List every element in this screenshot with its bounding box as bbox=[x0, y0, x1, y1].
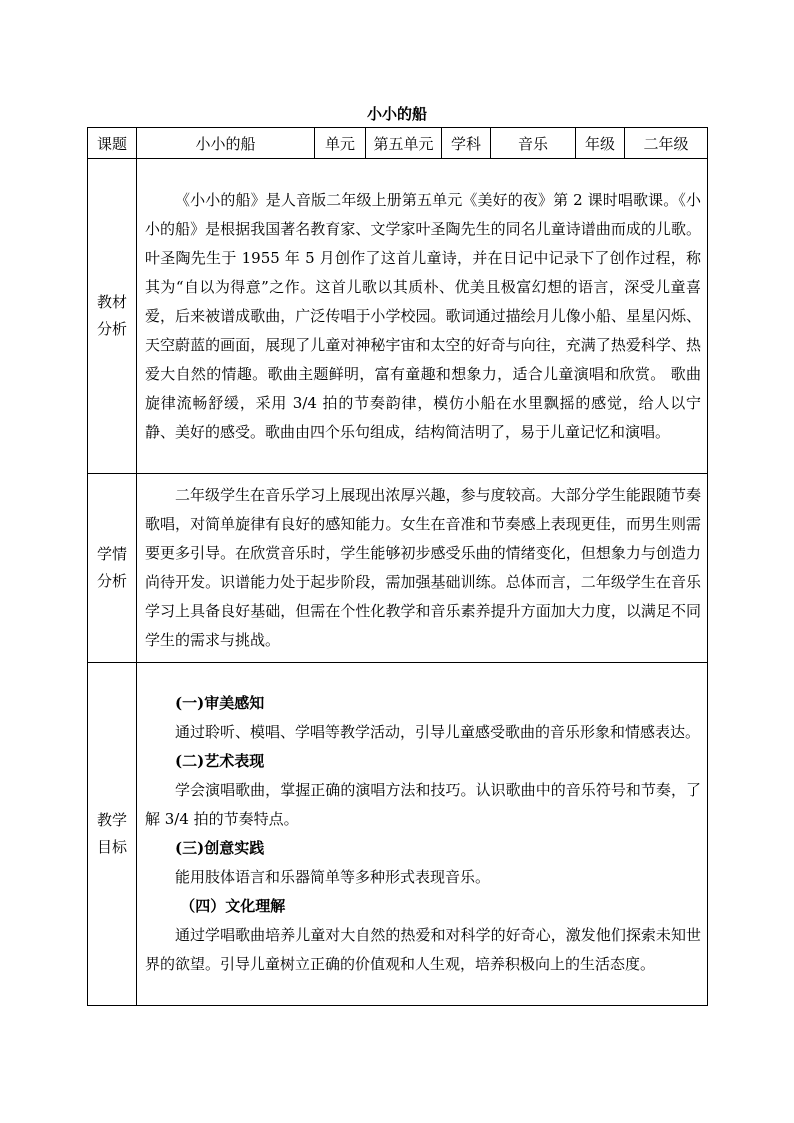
unit-value: 第五单元 bbox=[366, 128, 442, 159]
grade-value: 二年级 bbox=[625, 128, 708, 159]
students-row bbox=[88, 474, 708, 663]
students-label bbox=[88, 474, 137, 663]
topic-label: 课题 bbox=[88, 128, 137, 159]
document-title: 小小的船 bbox=[366, 105, 427, 123]
goal-4-text: 通过学唱歌曲培养儿童对大自然的热爱和对科学的好奇心，激发他们探索未知世界的欲望。引导儿童树立正确的价值观和人生观，培养积极向上的生活态度。 bbox=[145, 926, 701, 973]
subject-value: 音乐 bbox=[491, 128, 576, 159]
students-text: 二年级学生在音乐学习上展现出浓厚兴趣，参与度较高。大部分学生能跟随节奏歌唱，对简单旋律有良好的感知能力。女生在音准和节奏感上表现更佳，而男生则需要更多引导。在欣赏音乐时，学生能够初步感受乐曲的情绪变化，但想象力与创造力尚待开发。识谱能力处于起步阶段，需加强基础训练。总体而言，二年级学生在音乐学习上具备良好基础，但需在个性化教学和音乐素养提升方面加大力度，以满足不同学生的需求与挑战。 bbox=[145, 486, 701, 649]
topic-value: 小小的船 bbox=[137, 128, 315, 159]
goals-label-line-2: 目标 bbox=[96, 838, 127, 856]
lesson-plan-table bbox=[87, 127, 708, 1006]
goal-4-title: （四）文化理解 bbox=[180, 897, 286, 915]
goals-row bbox=[88, 663, 708, 1006]
students-label-line-1: 学情 bbox=[96, 545, 127, 563]
material-label-line-2: 分析 bbox=[96, 320, 127, 338]
material-label bbox=[88, 159, 137, 474]
grade-label: 年级 bbox=[576, 128, 625, 159]
goal-1-title: (一)审美感知 bbox=[175, 694, 265, 712]
material-label-line-1: 教材 bbox=[96, 293, 127, 311]
goals-label-line-1: 教学 bbox=[96, 811, 127, 829]
goal-3-text: 能用肢体语言和乐器简单等多种形式表现音乐。 bbox=[175, 868, 491, 886]
goal-1-text: 通过聆听、模唱、学唱等教学活动，引导儿童感受歌曲的音乐形象和情感表达。 bbox=[175, 723, 701, 741]
material-text: 《小小的船》是人音版二年级上册第五单元《美好的夜》第 2 课时唱歌课。《小小的船》是根据我国著名教育家、文学家叶圣陶先生的同名儿童诗谱曲而成的儿歌。叶圣陶先生于 1955 年 5 月创作了这首儿童诗，并在日记中记录下了创作过程，称其为“自以为得意”之作。这首儿歌以其质朴、优美且极富幻想的语言，深受儿童喜爱，后来被谱成歌曲，广泛传唱于小学校园。歌词通过描绘月儿像小船、星星闪烁、天空蔚蓝的画面，展现了儿童对神秘宇宙和太空的好奇与向往，充满了热爱科学、热爱大自然的情趣。歌曲主题鲜明，富有童趣和想象力，适合儿童演唱和欣赏。 歌曲旋律流畅舒缓，采用 3/4 拍的节奏韵律，模仿小船在水里飘摇的感觉，给人以宁静、美好的感受。歌曲由四个乐句组成，结构简洁明了，易于儿童记忆和演唱。 bbox=[145, 190, 701, 441]
students-label-line-2: 分析 bbox=[96, 572, 127, 590]
unit-label: 单元 bbox=[315, 128, 366, 159]
goal-2-title: (二)艺术表现 bbox=[175, 752, 265, 770]
students-content bbox=[137, 474, 708, 663]
goal-3-title: (三)创意实践 bbox=[175, 839, 265, 857]
material-row bbox=[88, 159, 708, 474]
header-row bbox=[88, 128, 708, 159]
goals-label bbox=[88, 663, 137, 1006]
goal-2-text: 学会演唱歌曲，掌握正确的演唱方法和技巧。认识歌曲中的音乐符号和节奏，了解 3/4 拍的节奏特点。 bbox=[145, 781, 701, 828]
goals-content bbox=[137, 663, 708, 1006]
material-content bbox=[137, 159, 708, 474]
subject-label: 学科 bbox=[442, 128, 491, 159]
